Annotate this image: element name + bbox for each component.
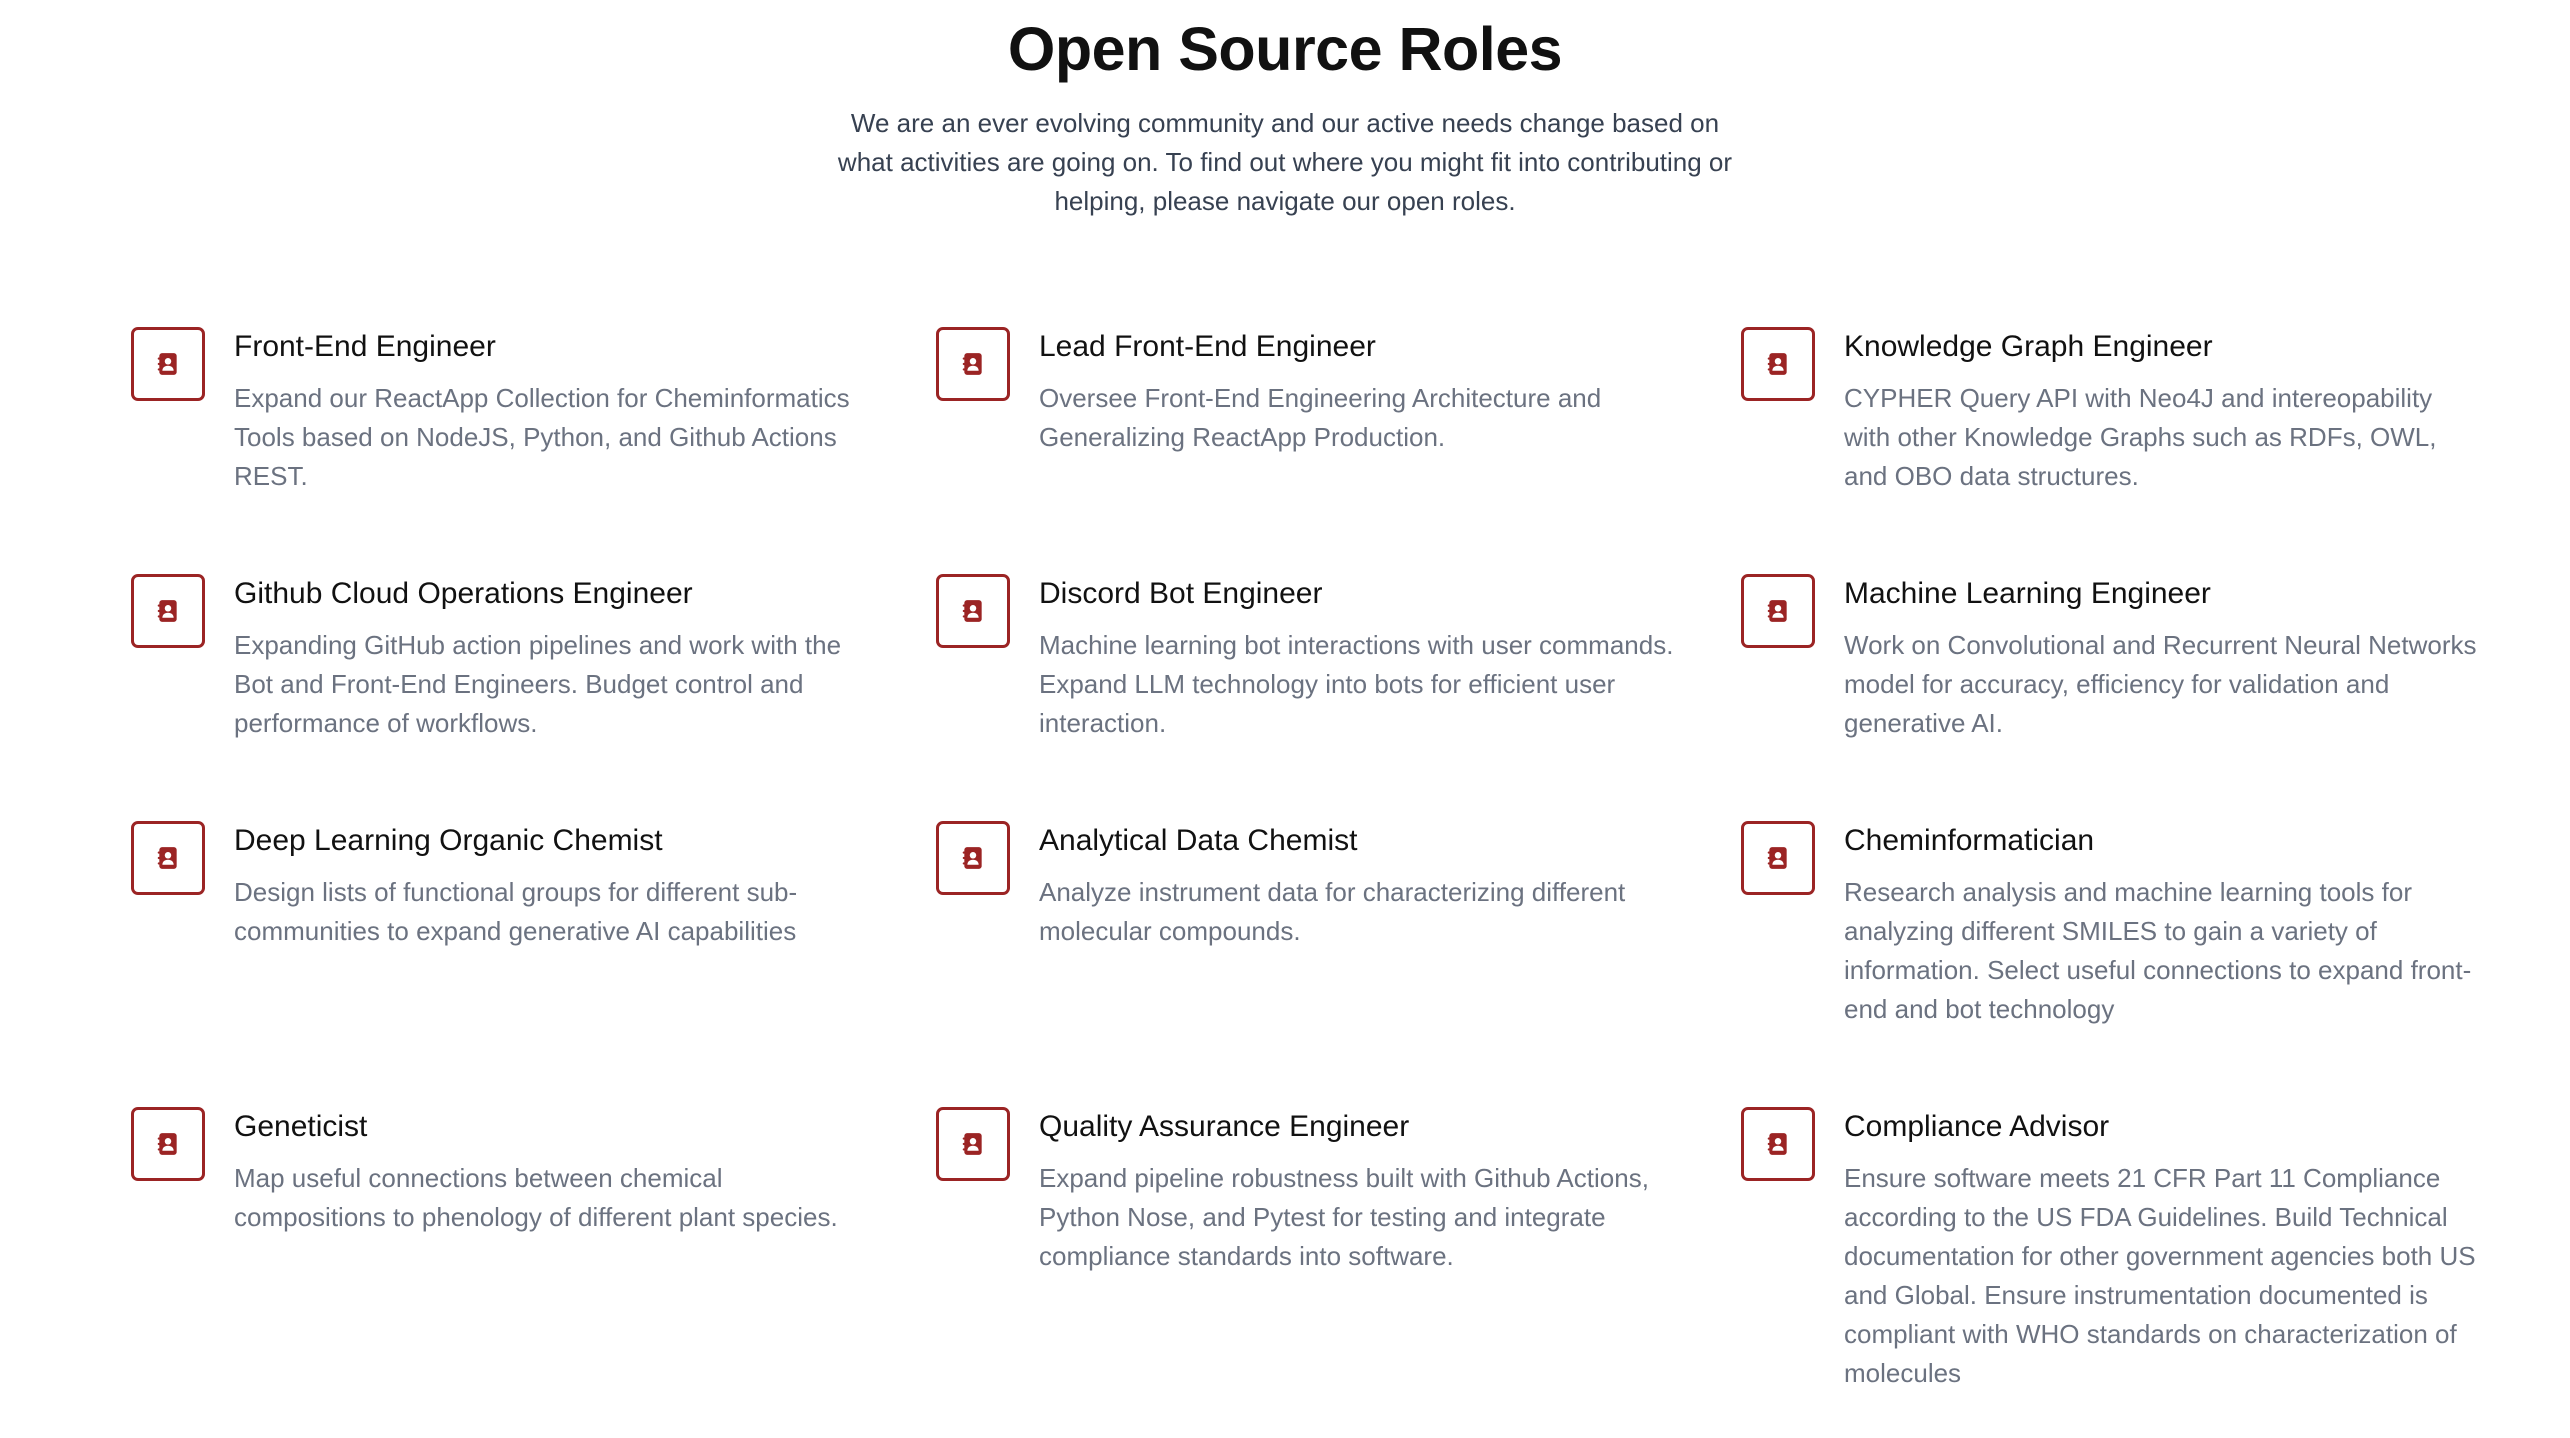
role-title: Lead Front-End Engineer: [1039, 330, 1376, 363]
role-description: Ensure software meets 21 CFR Part 11 Compliance according to the US FDA Guidelines. Build Technical documentation for other government agencies both US and Global. Ensure instrumentation documented is compliant with WHO standards on characterization of molecules: [1844, 1163, 2476, 1388]
contact-book-icon: [936, 327, 1010, 401]
role-description: Research analysis and machine learning tools for analyzing different SMILES to gain a variety of information. Select useful connections to expand front-end and bot technology: [1844, 877, 2472, 1024]
role-title: Knowledge Graph Engineer: [1844, 330, 2213, 363]
intro-text: We are an ever evolving community and our active needs change based on what activities are going on. To find out where you might fit into contributing or helping, please navigate our open roles.: [837, 108, 1733, 216]
role-title: Front-End Engineer: [234, 330, 496, 363]
role-description: Map useful connections between chemical compositions to phenology of different plant species.: [234, 1163, 838, 1232]
contact-book-icon: [131, 327, 205, 401]
role-description: Expand pipeline robustness built with Github Actions, Python Nose, and Pytest for testing and integrate compliance standards into software.: [1039, 1163, 1649, 1271]
role-description: Oversee Front-End Engineering Architecture and Generalizing ReactApp Production.: [1039, 383, 1602, 452]
contact-book-icon: [131, 574, 205, 648]
contact-book-icon: [1741, 821, 1815, 895]
role-description: CYPHER Query API with Neo4J and intereopability with other Knowledge Graphs such as RDFs, OWL, and OBO data structures.: [1844, 383, 2437, 491]
role-title: Compliance Advisor: [1844, 1110, 2110, 1143]
role-description: Expanding GitHub action pipelines and work with the Bot and Front-End Engineers. Budget control and performance of workflows.: [234, 630, 842, 738]
role-title: Discord Bot Engineer: [1039, 577, 1323, 610]
role-title: Deep Learning Organic Chemist: [234, 824, 663, 857]
role-title: Cheminformatician: [1844, 824, 2095, 857]
role-title: Geneticist: [234, 1110, 368, 1143]
contact-book-icon: [1741, 327, 1815, 401]
role-title: Quality Assurance Engineer: [1039, 1110, 1410, 1143]
contact-book-icon: [131, 821, 205, 895]
contact-book-icon: [1741, 574, 1815, 648]
role-title: Github Cloud Operations Engineer: [234, 577, 693, 610]
role-description: Machine learning bot interactions with user commands. Expand LLM technology into bots for efficient user interaction.: [1039, 630, 1674, 738]
contact-book-icon: [131, 1107, 205, 1181]
contact-book-icon: [936, 821, 1010, 895]
role-title: Analytical Data Chemist: [1039, 824, 1358, 857]
page-title: Open Source Roles: [1007, 15, 1563, 83]
contact-book-icon: [936, 574, 1010, 648]
role-title: Machine Learning Engineer: [1844, 577, 2211, 610]
role-description: Work on Convolutional and Recurrent Neural Networks model for accuracy, efficiency for validation and generative AI.: [1844, 630, 2477, 738]
contact-book-icon: [1741, 1107, 1815, 1181]
role-description: Expand our ReactApp Collection for Cheminformatics Tools based on NodeJS, Python, and Github Actions REST.: [234, 383, 850, 491]
role-description: Design lists of functional groups for different sub-communities to expand generative AI capabilities: [234, 877, 798, 946]
contact-book-icon: [936, 1107, 1010, 1181]
role-description: Analyze instrument data for characterizing different molecular compounds.: [1039, 877, 1626, 946]
